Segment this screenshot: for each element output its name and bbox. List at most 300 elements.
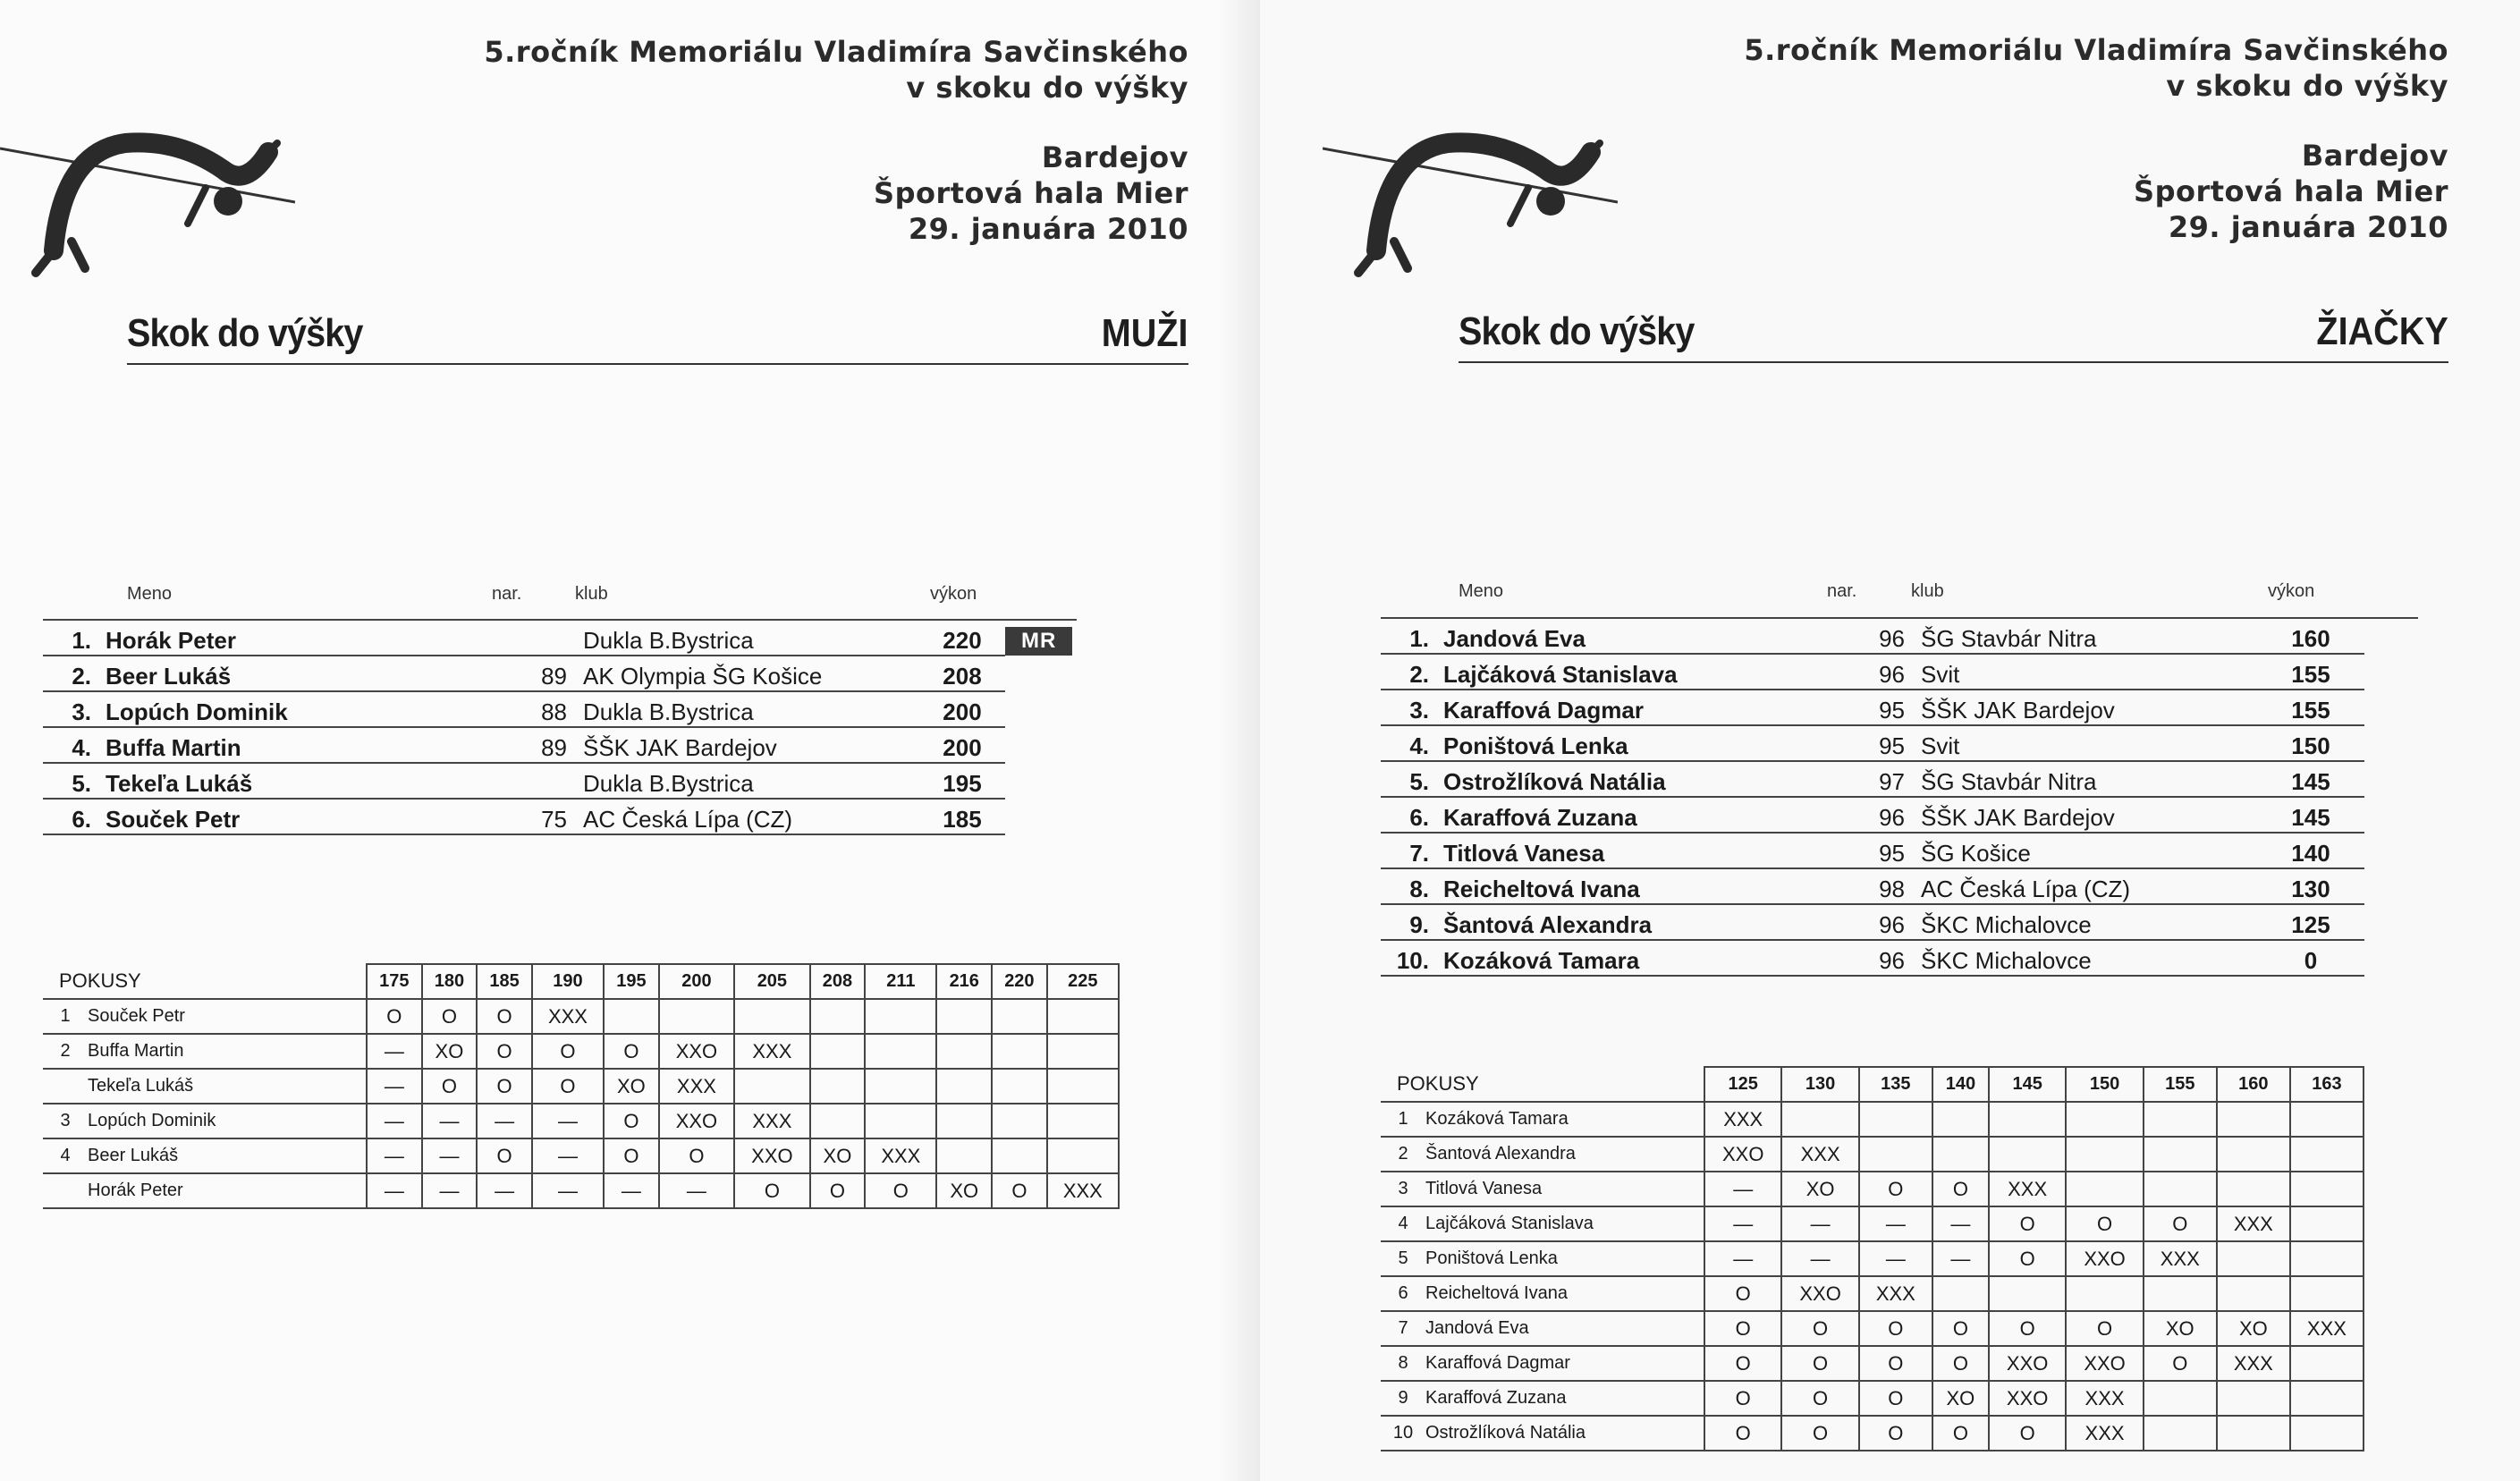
attempt-row <box>43 1069 1119 1104</box>
attempt-mark <box>936 1034 992 1069</box>
attempt-name: Karaffová Dagmar <box>1425 1353 1570 1373</box>
birth-year: 96 <box>1828 654 1917 690</box>
attempt-mark: O <box>1704 1346 1781 1381</box>
attempt-mark: — <box>477 1173 532 1208</box>
attempt-mark: — <box>659 1173 734 1208</box>
athlete-name: Titlová Vanesa <box>1443 833 1828 868</box>
category-label: ŽIAČKY <box>2316 309 2448 353</box>
height-header: 208 <box>810 964 866 999</box>
club-name: Dukla B.Bystrica <box>579 620 919 656</box>
badge-cell <box>1005 727 1077 763</box>
attempt-mark: O <box>477 999 532 1034</box>
attempt-mark: XXO <box>2066 1346 2143 1381</box>
height-header: 180 <box>422 964 478 999</box>
attempt-mark: XXX <box>2066 1416 2143 1451</box>
attempt-mark <box>1932 1102 1989 1137</box>
attempt-athlete <box>43 1069 367 1104</box>
attempt-mark: O <box>477 1069 532 1104</box>
attempt-mark: — <box>1932 1241 1989 1276</box>
attempt-mark: O <box>1704 1311 1781 1346</box>
club-name: ŠKC Michalovce <box>1917 940 2257 976</box>
attempt-mark <box>2217 1102 2290 1137</box>
attempt-mark <box>936 1138 992 1173</box>
attempt-mark: — <box>367 1173 422 1208</box>
attempt-mark: O <box>1932 1416 1989 1451</box>
club-name: AK Olympia ŠG Košice <box>579 656 919 691</box>
attempt-mark: — <box>604 1173 659 1208</box>
attempt-mark <box>2144 1416 2217 1451</box>
attempt-mark: O <box>734 1173 809 1208</box>
attempt-mark <box>1047 1034 1119 1069</box>
attempt-mark: XXO <box>2066 1241 2143 1276</box>
performance: 220 <box>919 620 1005 656</box>
attempt-name: Buffa Martin <box>88 1041 184 1061</box>
attempt-mark <box>1859 1137 1932 1172</box>
badge-cell <box>2364 618 2418 654</box>
athlete-name: Kozáková Tamara <box>1443 940 1828 976</box>
club-name: ŠG Stavbár Nitra <box>1917 618 2257 654</box>
attempt-mark: — <box>532 1138 604 1173</box>
attempt-mark <box>865 1069 936 1104</box>
attempt-rank: 3 <box>1398 1179 1408 1198</box>
athlete-name: Souček Petr <box>106 799 490 834</box>
attempt-mark: XXX <box>865 1138 936 1173</box>
col-header-performance: výkon <box>930 584 977 604</box>
club-name: ŠŠK JAK Bardejov <box>579 727 919 763</box>
attempt-mark <box>2290 1137 2364 1172</box>
attempt-mark: XO <box>1932 1381 1989 1416</box>
col-header-year: nar. <box>1827 581 1857 601</box>
attempt-mark <box>810 1034 866 1069</box>
attempt-rank: 10 <box>1392 1423 1414 1443</box>
result-rank: 2. <box>1381 654 1443 690</box>
attempt-mark: O <box>1781 1346 1858 1381</box>
attempt-mark: — <box>1859 1206 1932 1241</box>
attempt-mark: O <box>1781 1416 1858 1451</box>
attempt-mark: XXO <box>1989 1346 2066 1381</box>
attempt-mark <box>604 999 659 1034</box>
attempt-mark <box>1047 1138 1119 1173</box>
attempt-row <box>1381 1172 2364 1206</box>
result-rank: 2. <box>43 656 106 691</box>
attempt-mark: XXX <box>659 1069 734 1104</box>
attempt-mark <box>2066 1137 2143 1172</box>
attempt-mark: XO <box>2217 1311 2290 1346</box>
attempt-mark: XXX <box>1989 1172 2066 1206</box>
attempt-mark: XO <box>1781 1172 1858 1206</box>
height-header: 211 <box>865 964 936 999</box>
attempt-mark: XO <box>810 1138 866 1173</box>
attempt-mark: XXO <box>1704 1137 1781 1172</box>
height-header: 175 <box>367 964 422 999</box>
athlete-name: Lajčáková Stanislava <box>1443 654 1828 690</box>
attempt-mark: XXX <box>734 1034 809 1069</box>
attempt-mark: — <box>1859 1241 1932 1276</box>
athlete-name: Beer Lukáš <box>106 656 490 691</box>
performance: 208 <box>919 656 1005 691</box>
attempt-mark <box>936 1069 992 1104</box>
attempt-row <box>43 1173 1119 1208</box>
badge-cell <box>2364 940 2418 976</box>
attempt-mark <box>1047 1104 1119 1138</box>
athlete-name: Tekeľa Lukáš <box>106 763 490 799</box>
attempt-name: Kozáková Tamara <box>1425 1109 1569 1129</box>
attempt-rank: 9 <box>1398 1388 1408 1408</box>
attempt-mark: — <box>367 1034 422 1069</box>
attempt-row <box>43 999 1119 1034</box>
height-header: 145 <box>1989 1067 2066 1102</box>
attempt-rank: 1 <box>1398 1109 1408 1129</box>
result-rank: 7. <box>1381 833 1443 868</box>
result-rank: 3. <box>43 691 106 727</box>
attempt-mark: O <box>532 1069 604 1104</box>
men-results-table <box>43 619 1077 835</box>
attempt-rank: 8 <box>1398 1353 1408 1373</box>
attempt-mark <box>865 1104 936 1138</box>
attempt-athlete <box>1381 1206 1704 1241</box>
result-rank: 6. <box>43 799 106 834</box>
badge-cell <box>2364 868 2418 904</box>
club-name: Dukla B.Bystrica <box>579 691 919 727</box>
attempt-name: Horák Peter <box>88 1181 183 1200</box>
attempt-mark: O <box>604 1034 659 1069</box>
performance: 145 <box>2257 797 2364 833</box>
result-rank: 4. <box>1381 725 1443 761</box>
attempt-athlete <box>1381 1346 1704 1381</box>
high-jumper-illustration <box>0 116 295 277</box>
attempt-mark: O <box>1989 1206 2066 1241</box>
attempt-mark: O <box>865 1173 936 1208</box>
badge-cell <box>1005 656 1077 691</box>
attempts-label: POKUSY <box>43 964 367 999</box>
performance: 200 <box>919 727 1005 763</box>
athlete-name: Ostrožlíková Natália <box>1443 761 1828 797</box>
result-row <box>1381 690 2418 725</box>
result-row <box>43 799 1077 834</box>
col-header-club: klub <box>575 584 608 604</box>
attempt-mark <box>2290 1172 2364 1206</box>
girls-attempts-table <box>1381 1066 2364 1451</box>
result-rank: 4. <box>43 727 106 763</box>
athlete-name: Reicheltová Ivana <box>1443 868 1828 904</box>
attempt-athlete <box>1381 1102 1704 1137</box>
attempt-mark: O <box>2144 1346 2217 1381</box>
attempt-row <box>1381 1381 2364 1416</box>
attempt-mark <box>2217 1172 2290 1206</box>
attempt-mark <box>2144 1381 2217 1416</box>
performance: 125 <box>2257 904 2364 940</box>
badge-cell <box>2364 833 2418 868</box>
attempt-mark: O <box>1859 1416 1932 1451</box>
attempt-mark <box>992 999 1047 1034</box>
high-jumper-illustration <box>1323 116 1618 277</box>
attempt-mark: XO <box>2144 1311 2217 1346</box>
height-header: 160 <box>2217 1067 2290 1102</box>
header-city: Bardejov <box>2301 139 2448 173</box>
attempt-name: Poništová Lenka <box>1425 1248 1558 1268</box>
attempt-name: Lajčáková Stanislava <box>1425 1214 1594 1233</box>
attempt-mark: O <box>1781 1381 1858 1416</box>
col-header-club: klub <box>1911 581 1944 601</box>
attempt-mark: XXX <box>2217 1346 2290 1381</box>
attempt-rank: 7 <box>1398 1318 1408 1338</box>
birth-year: 96 <box>1828 940 1917 976</box>
birth-year: 98 <box>1828 868 1917 904</box>
birth-year: 97 <box>1828 761 1917 797</box>
attempt-mark: XO <box>604 1069 659 1104</box>
result-row <box>1381 797 2418 833</box>
attempt-mark: O <box>1932 1172 1989 1206</box>
attempt-mark: O <box>1859 1311 1932 1346</box>
attempt-mark: — <box>1781 1206 1858 1241</box>
attempt-rank: 2 <box>1398 1144 1408 1164</box>
attempt-mark: — <box>477 1104 532 1138</box>
athlete-name: Karaffová Dagmar <box>1443 690 1828 725</box>
attempt-row <box>43 1104 1119 1138</box>
attempt-mark: O <box>2144 1206 2217 1241</box>
badge-cell <box>2364 690 2418 725</box>
attempt-mark <box>2290 1381 2364 1416</box>
attempt-mark: O <box>477 1138 532 1173</box>
attempt-athlete <box>43 1034 367 1069</box>
height-header: 225 <box>1047 964 1119 999</box>
attempt-mark: — <box>367 1104 422 1138</box>
athlete-name: Horák Peter <box>106 620 490 656</box>
attempt-mark: XXX <box>1704 1102 1781 1137</box>
result-row <box>1381 654 2418 690</box>
attempt-mark: XXX <box>2066 1381 2143 1416</box>
badge-cell <box>1005 763 1077 799</box>
title-divider <box>127 363 1188 365</box>
attempt-mark <box>2217 1276 2290 1311</box>
attempt-mark <box>2217 1137 2290 1172</box>
attempt-mark: O <box>1859 1346 1932 1381</box>
attempt-mark: — <box>1704 1172 1781 1206</box>
club-name: ŠG Košice <box>1917 833 2257 868</box>
performance: 155 <box>2257 654 2364 690</box>
attempt-mark <box>2144 1172 2217 1206</box>
result-rank: 10. <box>1381 940 1443 976</box>
attempt-mark: XO <box>422 1034 478 1069</box>
badge-cell <box>2364 904 2418 940</box>
attempt-mark: O <box>659 1138 734 1173</box>
performance: 130 <box>2257 868 2364 904</box>
height-header: 130 <box>1781 1067 1858 1102</box>
attempt-mark: XXO <box>1989 1381 2066 1416</box>
attempt-name: Ostrožlíková Natália <box>1425 1423 1586 1443</box>
attempt-mark <box>2290 1276 2364 1311</box>
attempt-rank: 6 <box>1398 1283 1408 1303</box>
attempt-mark <box>865 999 936 1034</box>
performance: 185 <box>919 799 1005 834</box>
attempt-mark: XXX <box>734 1104 809 1138</box>
event-header <box>484 34 1188 247</box>
attempt-mark <box>2290 1206 2364 1241</box>
birth-year <box>490 620 579 656</box>
performance: 155 <box>2257 690 2364 725</box>
attempt-mark <box>992 1069 1047 1104</box>
right-page <box>1260 0 2520 1481</box>
attempt-mark: XXX <box>2144 1241 2217 1276</box>
attempt-mark: — <box>367 1069 422 1104</box>
result-row <box>43 691 1077 727</box>
attempt-name: Reicheltová Ivana <box>1425 1283 1568 1303</box>
athlete-name: Šantová Alexandra <box>1443 904 1828 940</box>
attempt-mark: — <box>1932 1206 1989 1241</box>
result-row <box>1381 725 2418 761</box>
attempt-rank: 5 <box>1398 1248 1408 1268</box>
attempt-mark: XXO <box>734 1138 809 1173</box>
attempt-rank: 4 <box>60 1146 71 1165</box>
attempt-row <box>43 1034 1119 1069</box>
attempt-mark <box>659 999 734 1034</box>
attempt-mark <box>2217 1416 2290 1451</box>
attempt-mark <box>1989 1276 2066 1311</box>
attempt-mark <box>2217 1381 2290 1416</box>
title-divider <box>1459 361 2448 363</box>
attempt-mark: O <box>1859 1381 1932 1416</box>
attempt-rank: 1 <box>60 1006 71 1026</box>
attempt-mark <box>1859 1102 1932 1137</box>
attempt-row <box>1381 1346 2364 1381</box>
club-name: ŠKC Michalovce <box>1917 904 2257 940</box>
height-header: 150 <box>2066 1067 2143 1102</box>
attempt-mark: O <box>1989 1311 2066 1346</box>
attempt-athlete <box>1381 1172 1704 1206</box>
result-rank: 5. <box>43 763 106 799</box>
attempt-mark <box>1781 1102 1858 1137</box>
result-row <box>1381 868 2418 904</box>
attempt-mark <box>2066 1102 2143 1137</box>
height-header: 163 <box>2290 1067 2364 1102</box>
birth-year: 96 <box>1828 797 1917 833</box>
attempt-row <box>1381 1241 2364 1276</box>
result-row <box>43 656 1077 691</box>
attempt-name: Souček Petr <box>88 1006 185 1026</box>
attempt-mark <box>2066 1276 2143 1311</box>
attempt-mark: — <box>422 1138 478 1173</box>
attempt-mark <box>936 1104 992 1138</box>
attempt-mark: XXX <box>1781 1137 1858 1172</box>
men-attempts-table <box>43 963 1120 1209</box>
height-header: 200 <box>659 964 734 999</box>
attempt-mark <box>1047 1069 1119 1104</box>
result-rank: 1. <box>43 620 106 656</box>
attempt-mark: — <box>532 1173 604 1208</box>
height-header: 125 <box>1704 1067 1781 1102</box>
attempt-mark <box>2144 1102 2217 1137</box>
birth-year: 95 <box>1828 690 1917 725</box>
header-venue: Športová hala Mier <box>2134 174 2448 208</box>
result-row <box>1381 618 2418 654</box>
result-row <box>43 620 1077 656</box>
birth-year: 95 <box>1828 725 1917 761</box>
attempt-mark <box>2217 1241 2290 1276</box>
attempt-row <box>1381 1416 2364 1451</box>
header-event-name: 5.ročník Memoriálu Vladimíra Savčinského <box>1744 33 2448 67</box>
performance: 195 <box>919 763 1005 799</box>
birth-year: 89 <box>490 727 579 763</box>
record-badge: MR <box>1005 627 1072 656</box>
attempt-row <box>1381 1311 2364 1346</box>
attempt-mark: O <box>1704 1381 1781 1416</box>
attempt-mark: — <box>532 1104 604 1138</box>
birth-year: 75 <box>490 799 579 834</box>
result-rank: 1. <box>1381 618 1443 654</box>
attempt-mark: O <box>810 1173 866 1208</box>
attempt-mark: — <box>367 1138 422 1173</box>
attempt-row <box>1381 1206 2364 1241</box>
attempt-mark <box>1932 1276 1989 1311</box>
attempt-row <box>1381 1137 2364 1172</box>
attempt-mark: O <box>992 1173 1047 1208</box>
badge-cell <box>1005 799 1077 834</box>
result-row <box>1381 904 2418 940</box>
birth-year <box>490 763 579 799</box>
height-header: 195 <box>604 964 659 999</box>
attempt-mark: XXO <box>1781 1276 1858 1311</box>
badge-cell <box>2364 761 2418 797</box>
badge-cell <box>2364 797 2418 833</box>
attempt-mark: O <box>1859 1172 1932 1206</box>
attempt-row <box>1381 1276 2364 1311</box>
attempt-mark <box>992 1034 1047 1069</box>
attempt-mark: O <box>1932 1311 1989 1346</box>
height-header: 205 <box>734 964 809 999</box>
attempt-mark <box>2290 1416 2364 1451</box>
attempt-mark: XO <box>936 1173 992 1208</box>
attempt-mark <box>2144 1137 2217 1172</box>
height-header: 185 <box>477 964 532 999</box>
attempt-athlete <box>1381 1276 1704 1311</box>
performance: 140 <box>2257 833 2364 868</box>
club-name: Svit <box>1917 725 2257 761</box>
girls-results-table <box>1381 617 2418 977</box>
attempt-athlete <box>43 1173 367 1208</box>
result-rank: 3. <box>1381 690 1443 725</box>
attempt-mark: O <box>477 1034 532 1069</box>
attempt-athlete <box>1381 1416 1704 1451</box>
attempt-mark: O <box>604 1138 659 1173</box>
result-row <box>43 727 1077 763</box>
attempt-mark: O <box>1781 1311 1858 1346</box>
attempt-name: Tekeľa Lukáš <box>88 1076 194 1096</box>
result-rank: 5. <box>1381 761 1443 797</box>
badge-cell <box>2364 654 2418 690</box>
header-discipline: v skoku do výšky <box>2166 69 2448 103</box>
col-header-performance: výkon <box>2268 581 2315 601</box>
attempt-mark: XXO <box>659 1104 734 1138</box>
height-header: 140 <box>1932 1067 1989 1102</box>
result-rank: 8. <box>1381 868 1443 904</box>
result-row <box>1381 940 2418 976</box>
col-header-year: nar. <box>492 584 522 604</box>
attempt-rank: 2 <box>60 1041 71 1061</box>
attempt-mark: O <box>1704 1276 1781 1311</box>
attempt-name: Beer Lukáš <box>88 1146 179 1165</box>
attempt-mark: O <box>604 1104 659 1138</box>
attempts-label: POKUSY <box>1381 1067 1704 1102</box>
attempt-mark <box>2290 1102 2364 1137</box>
attempt-athlete <box>1381 1311 1704 1346</box>
performance: 150 <box>2257 725 2364 761</box>
attempt-mark: XXO <box>659 1034 734 1069</box>
attempt-mark: XXX <box>532 999 604 1034</box>
attempt-mark: O <box>367 999 422 1034</box>
attempt-athlete <box>43 1104 367 1138</box>
category-label: MUŽI <box>1102 311 1188 355</box>
attempt-mark: O <box>422 1069 478 1104</box>
